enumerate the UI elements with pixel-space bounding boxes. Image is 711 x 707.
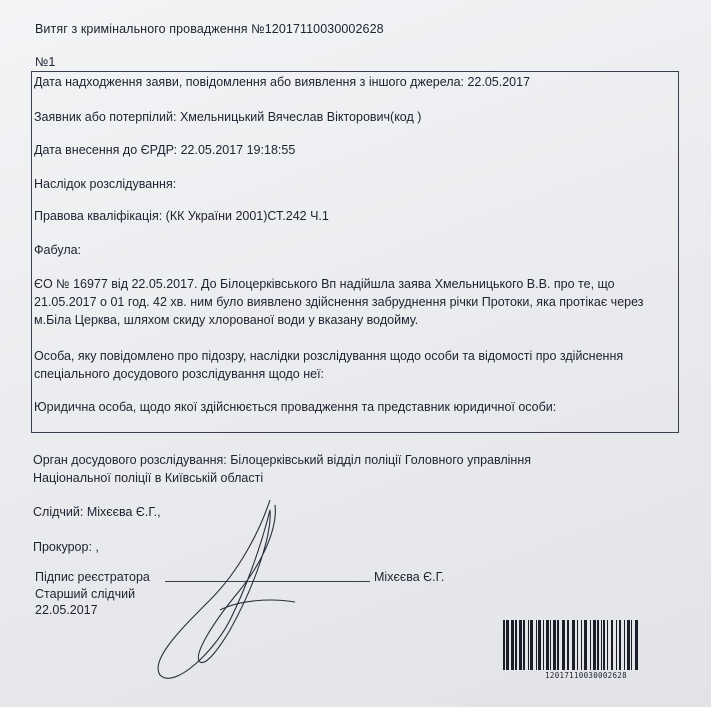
- senior-investigator-label: Старший слідчий: [35, 587, 136, 601]
- barcode: [503, 620, 669, 680]
- received-date-field: Дата надходження заяви, повідомлення або виявлення з іншого джерела: 22.05.2017: [34, 75, 531, 89]
- case-details-box: [31, 71, 679, 433]
- document-title: Витяг з кримінального провадження №12017110030002628: [35, 22, 384, 36]
- investigation-result-field: Наслідок розслідування:: [34, 177, 177, 191]
- barcode-number: 12017110030002628: [545, 671, 627, 680]
- barcode-bar: [638, 620, 639, 670]
- erdr-date-field: Дата внесення до ЄРДР: 22.05.2017 19:18:55: [34, 143, 296, 157]
- barcode-bars: [503, 620, 669, 670]
- investigator-field: Слідчий: Міхєєва Є.Г.,: [33, 505, 161, 519]
- authority-line-2: Національної поліції в Київській області: [33, 471, 264, 485]
- legal-entity-field: Юридична особа, щодо якої здійснюється провадження та представник юридичної особи:: [34, 400, 557, 414]
- applicant-field: Заявник або потерпілий: Хмельницький Вячеслав Вікторович(код ): [34, 110, 422, 124]
- legal-qualification-field: Правова кваліфікація: (КК України 2001)СТ.242 Ч.1: [34, 209, 329, 223]
- registrar-signature-label: Підпис реєстратора: [35, 570, 150, 584]
- fabula-text: ЄО № 16977 від 22.05.2017. До Білоцерківського Вп надійшла заява Хмельницького В.В. про те, що 21.05.2017 о 01 год. 42 хв. ним було виявлено здійснення забруднення річки Протоки, яка протікає через м.Біла Церква, шляхом скиду хлорованої води у вказану водойму.: [34, 277, 644, 327]
- fabula-label: Фабула:: [34, 243, 82, 257]
- suspect-field: Особа, яку повідомлено про підозру, наслідки розслідування щодо особи та відомості про здійснення спеціального досудового розслідування щодо неї:: [34, 349, 624, 381]
- authority-line-1: Орган досудового розслідування: Білоцерківський відділ поліції Головного управління: [33, 453, 531, 467]
- signature-date: 22.05.2017: [35, 603, 98, 617]
- handwritten-signature: [120, 490, 320, 690]
- registrar-name: Міхєєва Є.Г.: [374, 570, 445, 584]
- box-number: №1: [35, 55, 56, 69]
- prosecutor-field: Прокурор: ,: [33, 540, 99, 554]
